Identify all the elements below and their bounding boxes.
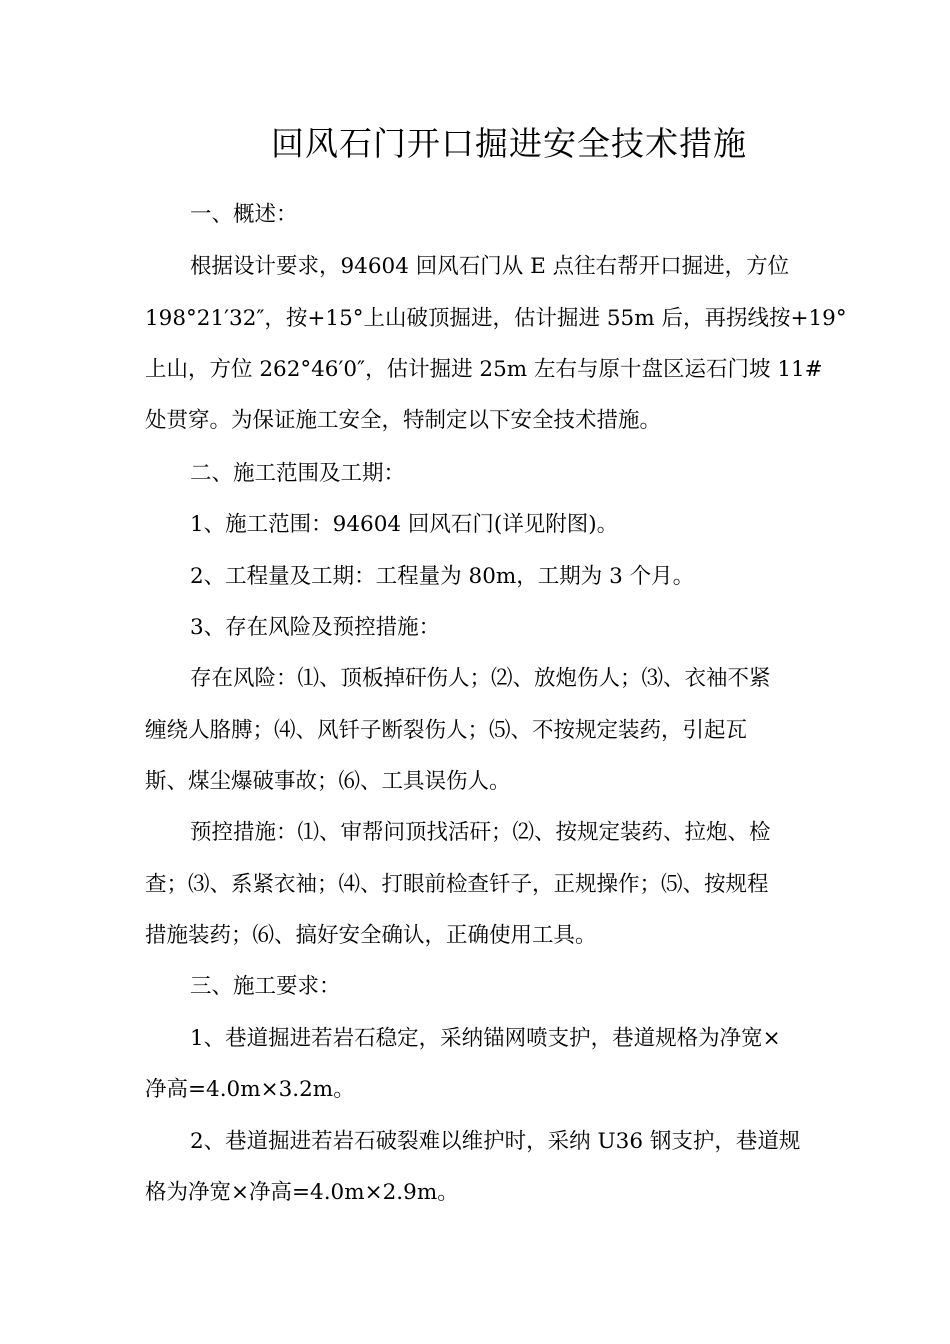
- paragraph-line: 上山，方位 262°46′0″，估计掘进 25m 左右与原十盘区运石门坡 11#: [145, 357, 823, 382]
- document-title: 回风石门开口掘进安全技术措施: [271, 124, 747, 163]
- paragraph-line: 处贯穿。为保证施工安全，特制定以下安全技术措施。: [145, 408, 662, 433]
- section-heading-overview: 一、概述：: [190, 202, 298, 227]
- paragraph-line: 2、巷道掘进若岩石破裂难以维护时，采纳 U36 钢支护，巷道规: [190, 1129, 801, 1154]
- paragraph-line: 措施装药；⑹、搞好安全确认，正确使用工具。: [145, 923, 597, 948]
- paragraph-line: 格为净宽×净高=4.0m×2.9m。: [145, 1180, 459, 1205]
- paragraph-line: 1、巷道掘进若岩石稳定，采纳锚网喷支护，巷道规格为净宽×: [190, 1026, 781, 1051]
- paragraph-line: 根据设计要求，94604 回风石门从 E 点往右帮开口掘进，方位: [190, 254, 790, 279]
- paragraph-line: 198°21′32″，按+15°上山破顶掘进，估计掘进 55m 后，再拐线按+19°: [145, 306, 847, 331]
- paragraph-line: 存在风险：⑴、顶板掉矸伤人；⑵、放炮伤人；⑶、衣袖不紧: [190, 666, 771, 691]
- paragraph-line: 查；⑶、系紧衣袖；⑷、打眼前检查钎子，正规操作；⑸、按规程: [145, 872, 769, 897]
- paragraph-line: 预控措施：⑴、审帮问顶找活矸；⑵、按规定装药、拉炮、检: [190, 820, 771, 845]
- paragraph-line: 1、施工范围：94604 回风石门(详见附图)。: [190, 512, 619, 537]
- paragraph-line: 3、存在风险及预控措施：: [190, 615, 441, 640]
- paragraph-line: 缠绕人胳膊；⑷、风钎子断裂伤人；⑸、不按规定装药，引起瓦: [145, 718, 748, 743]
- paragraph-line: 2、工程量及工期：工程量为 80m，工期为 3 个月。: [190, 564, 695, 589]
- section-heading-requirements: 三、施工要求：: [190, 974, 341, 999]
- paragraph-line: 净高=4.0m×3.2m。: [145, 1077, 355, 1102]
- paragraph-line: 斯、煤尘爆破事故；⑹、工具误伤人。: [145, 769, 511, 794]
- section-heading-scope: 二、施工范围及工期：: [190, 461, 406, 486]
